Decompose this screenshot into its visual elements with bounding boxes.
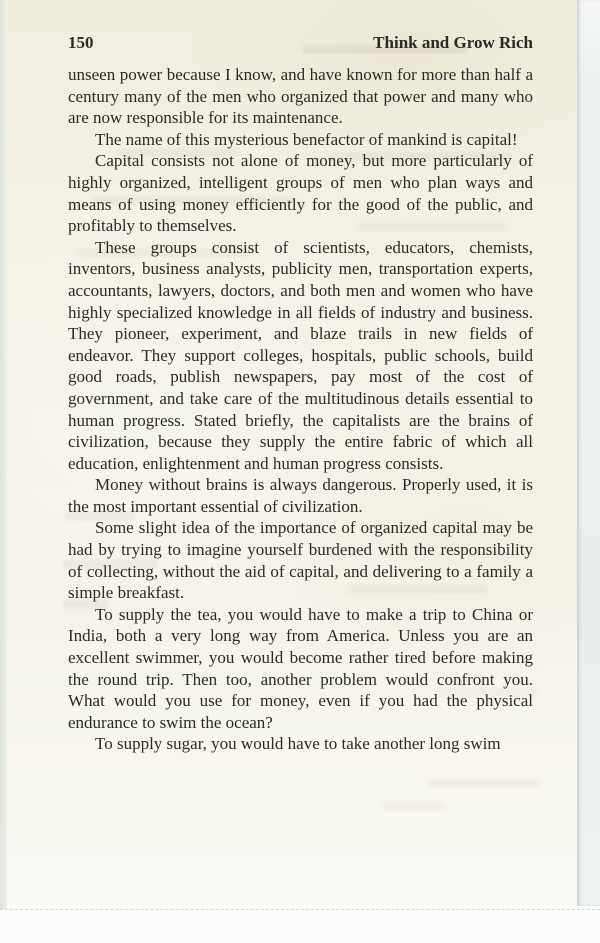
paragraph-2: The name of this mysterious benefactor of mankind is capital! [95, 129, 518, 149]
scan-edge-left [0, 0, 7, 909]
page-header [68, 33, 533, 53]
paragraph-8: To supply sugar, you would have to take another long swim [95, 734, 501, 754]
paragraph-7: To supply the tea, you would have to make a trip to China or India, both a very long way from America. Unless you are an excellent swimmer, you would become rather tired before making the round trip. Then too, another problem would confront you. What would you use for money, even if you had the physical endurance to swim the ocean? [68, 604, 533, 732]
scan-edge-right [577, 0, 600, 906]
book-page [7, 0, 577, 909]
bleed-through-mark [427, 778, 542, 787]
paragraph-5: Money without brains is always dangerous. Properly used, it is the most important essential of civilization. [68, 475, 533, 516]
paragraph-4: These groups consist of scientists, educators, chemists, inventors, business analysts, publicity men, transportation experts, accountants, lawyers, doctors, and both men and women who have highly specialized knowledge in all fields of industry and business. They pioneer, experiment, and blaze trails in new fields of endeavor. They support colleges, hospitals, public schools, build good roads, publish newspapers, pay most of the cost of government, and take care of the multitudinous details essential to human progress. Stated briefly, the capitalists are the brains of civilization, because they supply the entire fabric of which all education, enlightenment and human progress consists. [68, 237, 533, 473]
page-content [7, 0, 577, 755]
bleed-through-mark [382, 802, 447, 811]
scan-bottom-edge [0, 909, 600, 943]
paragraph-6: Some slight idea of the importance of organized capital may be had by trying to imagine yourself burdened with the responsibility of collecting, without the aid of capital, and delivering to a family a simple breakfast. [68, 518, 533, 603]
page-number: 150 [68, 33, 94, 52]
paragraph-3: Capital consists not alone of money, but more particularly of highly organized, intelligent groups of men who plan ways and means of using money efficiently for the good of the public, and profitably to themselves. [68, 151, 533, 236]
page-body [68, 64, 533, 755]
running-head: Think and Grow Rich [373, 33, 533, 52]
paragraph-1: unseen power because I know, and have known for more than half a century many of the men who organized that power and many who are now responsible for its maintenance. [68, 65, 533, 128]
